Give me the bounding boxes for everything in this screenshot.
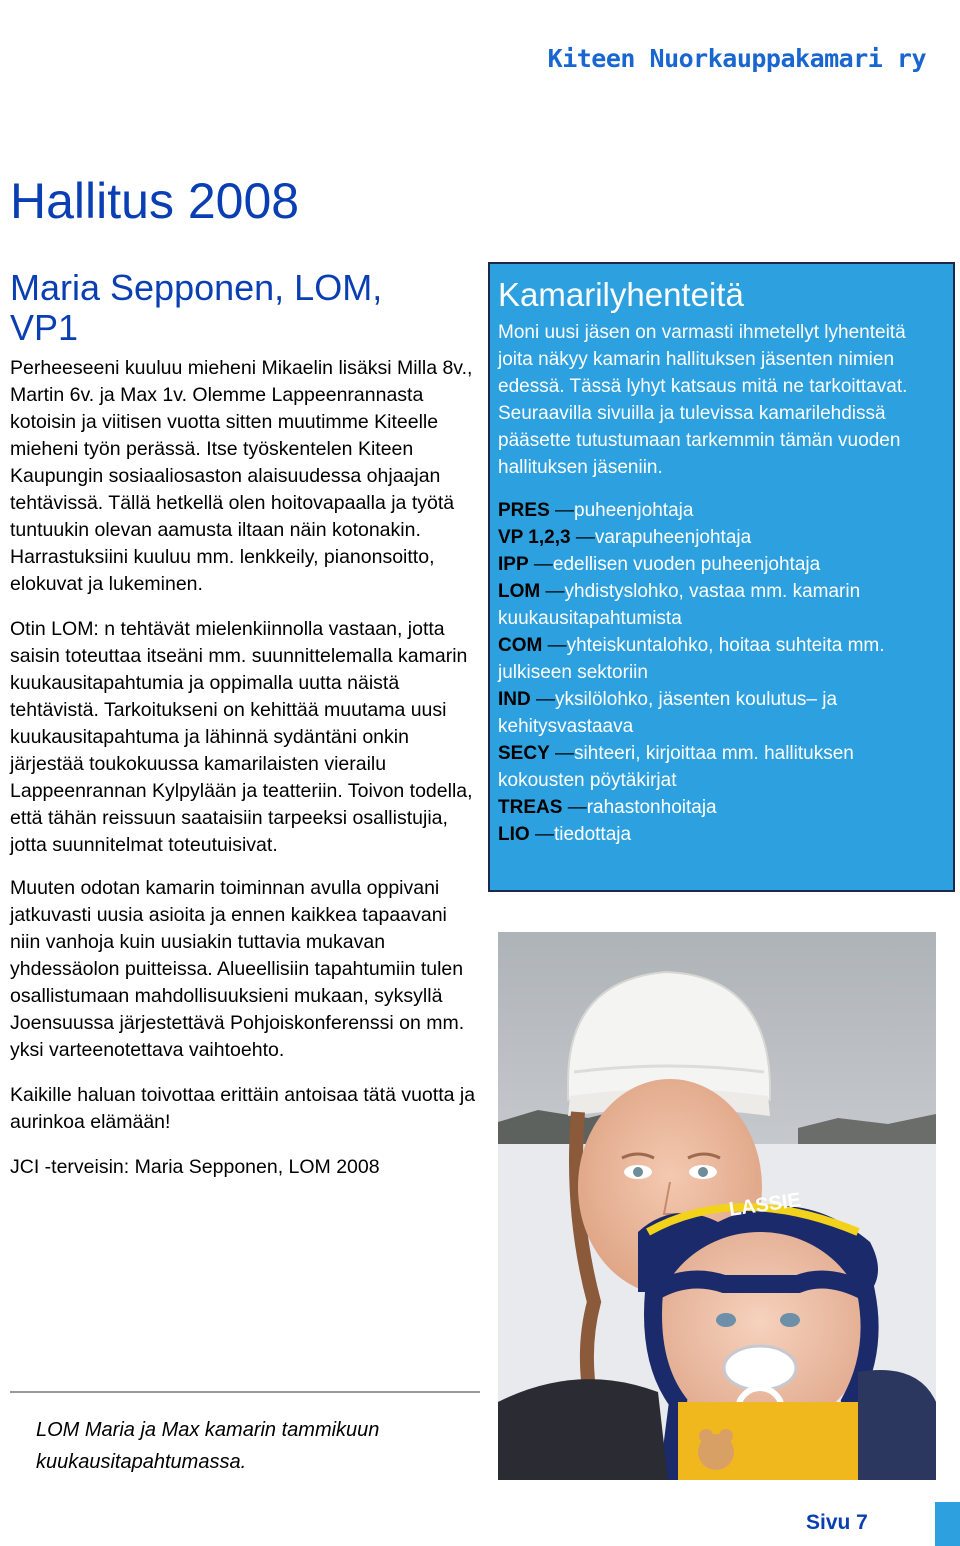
sidebar-intro: Moni uusi jäsen on varmasti ihmetellyt lyhenteitä joita näkyy kamarin hallituksen jäsenten nimien edessä. Tässä lyhyt katsaus mitä ne tarkoittavat. Seuraavilla sivuilla ja tulevissa kamarilehdissä pääsette tutustumaan tarkemmin tämän vuoden hallituksen jäseniin.: [498, 322, 908, 478]
abbreviation-item: COM —yhteiskuntalohko, hoitaa suhteita mm. julkiseen sektoriin: [498, 635, 885, 683]
abbreviation-item: IND —yksilölohko, jäsenten koulutus– ja kehitysvastaava: [498, 689, 838, 737]
abbreviation-description: puheenjohtaja: [574, 500, 694, 521]
abbreviation-code: TREAS: [498, 797, 563, 818]
caption-line-2: kuukausitapahtumassa.: [36, 1451, 247, 1473]
abbreviation-description: edellisen vuoden puheenjohtaja: [552, 554, 821, 575]
article-heading-name: Maria Sepponen, LOM,: [10, 267, 383, 308]
hat-brand-text: LASSIE: [727, 1189, 803, 1221]
abbreviation-item: TREAS —rahastonhoitaja: [498, 797, 717, 818]
caption-divider: [10, 1391, 480, 1393]
corner-decoration: [935, 1502, 960, 1546]
abbreviation-item: IPP —edellisen vuoden puheenjohtaja: [498, 554, 821, 575]
abbreviation-item: VP 1,2,3 —varapuheenjohtaja: [498, 527, 752, 548]
abbreviation-description: yhteiskuntalohko, hoitaa suhteita mm. julkiseen sektoriin: [498, 635, 885, 683]
article-paragraph-greeting: Kaikille haluan toivottaa erittäin antoisaa tätä vuotta ja aurinkoa elämään!: [10, 1084, 476, 1133]
article-paragraph-expectations: Muuten odotan kamarin toiminnan avulla oppivani jatkuvasti uusia asioita ja ennen kaikkea tapaavani niin vanhoja kuin uusiakin tuttavia mukavan yhdessäolon puitteissa. Alueellisiin tapahtumiin tulen osallistumaan mahdollisuuksieni mukaan, syksyllä Joensuussa järjestettävä Pohjoiskonferenssi on mm. yksi varteenotettava vaihtoehto.: [10, 877, 465, 1061]
abbreviation-item: LIO —tiedottaja: [498, 824, 632, 845]
article-body: [10, 355, 480, 1199]
article-heading: [10, 268, 450, 348]
article-paragraph-family-text: Perheeseeni kuuluu mieheni Mikaelin lisäksi Milla 8v., Martin 6v. ja Max 1v. Olemme Lappeenrannasta kotoisin ja viitisen vuotta sitten muutimme Kiteelle mieheni työn perässä. Itse työskentelen Kiteen Kaupungin sosiaaliosaston alaisuudessa ohjaajan tehtävissä. Tällä hetkellä olen hoitovapaalla ja työtä tuntuukin olevan aamusta iltaan näin kotonakin. Harrastuksiini kuuluu mm. lenkkeily, pianonsoitto, elokuvat ja lukeminen.: [10, 357, 473, 595]
abbreviation-code: IPP: [498, 554, 529, 575]
abbreviation-item: SECY —sihteeri, kirjoittaa mm. hallituksen kokousten pöytäkirjat: [498, 743, 854, 791]
page-title: Hallitus 2008: [10, 173, 300, 229]
photo-caption: [36, 1414, 466, 1478]
abbreviation-description: sihteeri, kirjoittaa mm. hallituksen kokousten pöytäkirjat: [498, 743, 854, 791]
abbreviation-description: yksilölohko, jäsenten koulutus– ja kehitysvastaava: [498, 689, 838, 737]
organization-header: Kiteen Nuorkauppakamari ry: [547, 44, 926, 73]
abbreviation-description: rahastonhoitaja: [586, 797, 717, 818]
abbreviation-description: yhdistyslohko, vastaa mm. kamarin kuukausitapahtumista: [498, 581, 861, 629]
abbreviations-sidebar: [488, 262, 955, 892]
abbreviation-code: SECY: [498, 743, 550, 764]
article-paragraph-role: [10, 616, 480, 859]
abbreviation-item: PRES —puheenjohtaja: [498, 500, 694, 521]
abbreviation-code: COM: [498, 635, 543, 656]
article-paragraph-role-text-b: Tarkoitukseni on kehittää muutama uusi kuukausitapahtuma ja lähinnä sydäntäni onkin järjestää toukokuussa kamarilaisten vierailu Lappeenrannan Kylpylään ja teatteriin. Toivon todella, että tähän reissuun saataisiin tarpeeksi osallistujia, jotta suunnitelmat toteutuisivat.: [10, 699, 473, 856]
article-signature: JCI -terveisin: Maria Sepponen, LOM 2008: [10, 1156, 380, 1178]
abbreviation-list: [498, 497, 945, 848]
abbreviation-code: LIO: [498, 824, 530, 845]
photo-mother-and-child: [498, 932, 936, 1480]
article-paragraph-role-text-a: Otin LOM: n tehtävät mielenkiinnolla vastaan, jotta saisin toteuttaa itseäni mm. suunnittelemalla kamarin kuukausitapahtumia ja oppimalla uutta näistä tehtävistä.: [10, 618, 468, 721]
caption-line-1: LOM Maria ja Max kamarin tammikuun: [36, 1419, 380, 1441]
abbreviation-description: varapuheenjohtaja: [594, 527, 752, 548]
article-paragraph-family: [10, 355, 480, 598]
abbreviation-description: tiedottaja: [553, 824, 632, 845]
abbreviation-code: VP 1,2,3: [498, 527, 571, 548]
abbreviation-code: IND: [498, 689, 531, 710]
sidebar-title: Kamarilyhenteitä: [498, 276, 744, 313]
abbreviation-item: LOM —yhdistyslohko, vastaa mm. kamarin kuukausitapahtumista: [498, 581, 861, 629]
photo-illustration: [498, 932, 936, 1480]
abbreviation-code: LOM: [498, 581, 541, 602]
article-heading-role: VP1: [10, 307, 79, 348]
page-number: Sivu 7: [806, 1511, 868, 1534]
abbreviation-code: PRES: [498, 500, 550, 521]
